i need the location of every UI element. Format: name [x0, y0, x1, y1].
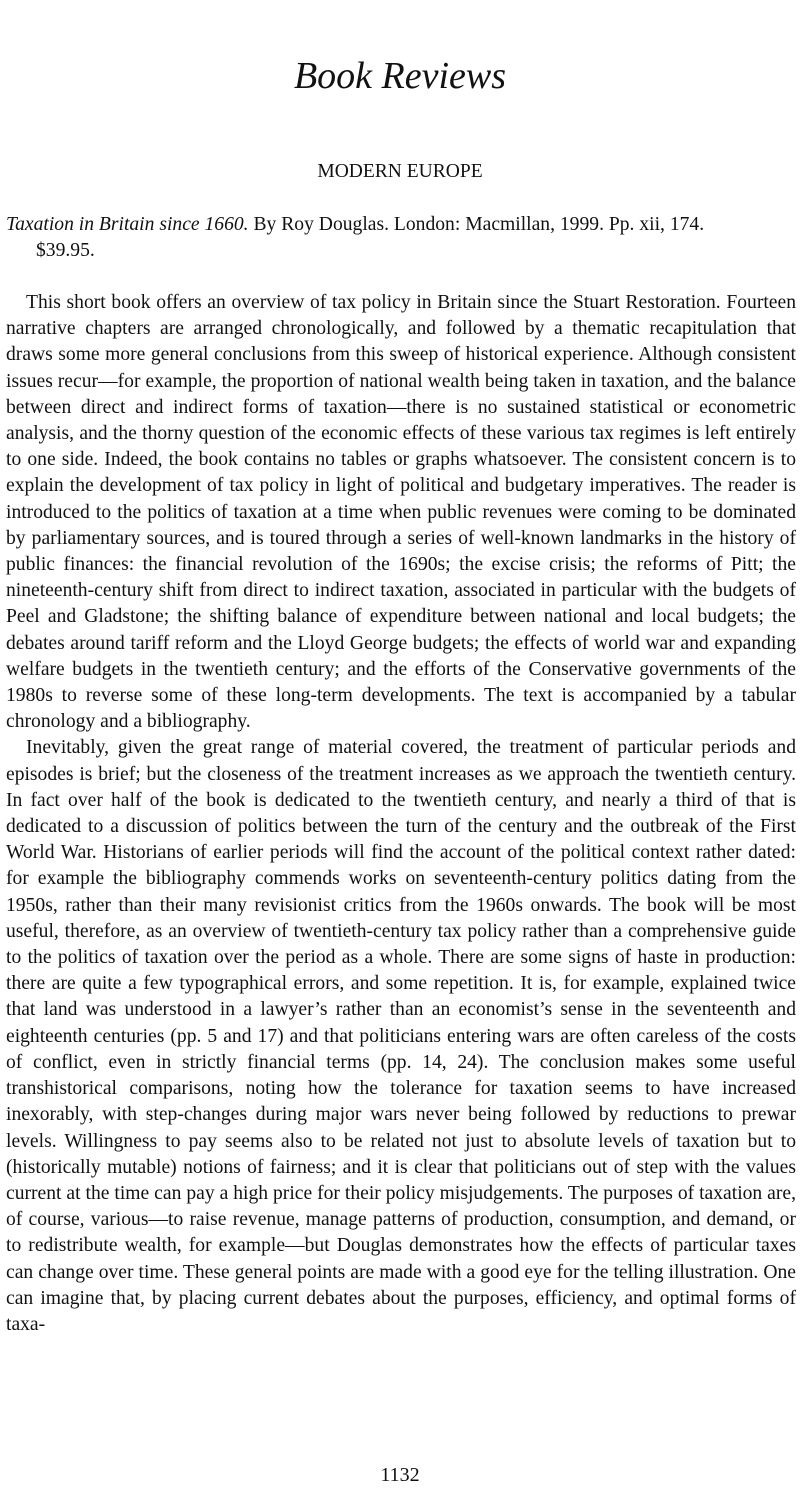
review-body — [6, 290, 796, 1338]
section-heading: MODERN EUROPE — [317, 161, 483, 182]
review-paragraph: Inevitably, given the great range of material covered, the treatment of particular periods and episodes is brief; but the closeness of the treatment increases as we approach the twentieth century. In fact over half of the book is dedicated to the twentieth century, and nearly a third of that is dedicated to a discussion of politics between the turn of the century and the outbreak of the First World War. Historians of earlier periods will find the account of the political context rather dated: for example the bibliography commends works on seventeenth-century politics dating from the 1950s, rather than their many revisionist critics from the 1960s onwards. The book will be most useful, therefore, as an overview of twentieth-century tax policy rather than a comprehensive guide to the politics of taxation over the period as a whole. There are some signs of haste in production: there are quite a few typographical errors, and some repetition. It is, for example, explained twice that land was understood in a lawyer’s rather than an economist’s sense in the seventeenth and eighteenth centuries (pp. 5 and 17) and that politicians entering wars are often careless of the costs of conflict, even in strictly financial terms (pp. 14, 24). The conclusion makes some useful transhistorical comparisons, noting how the tolerance for taxation seems to have increased inexorably, with step-changes during major wars never being followed by reductions to prewar levels. Willingness to pay seems also to be related not just to absolute levels of taxation but to (historically mutable) notions of fairness; and it is clear that politicians out of step with the values current at the time can pay a high price for their policy misjudgements. The purposes of taxation are, of course, various—to raise revenue, manage patterns of production, consumption, and demand, or to redistribute wealth, for example—but Douglas demonstrates how the effects of particular taxes can change over time. These general points are made with a good eye for the telling illustration. One can imagine that, by placing current debates about the purposes, efficiency, and optimal forms of taxa- — [6, 737, 796, 1335]
review-paragraph: This short book offers an overview of tax policy in Britain since the Stuart Restoration. Fourteen narrative chapters are arranged chronologically, and followed by a thematic recapitulation that draws some more general conclusions from this sweep of historical experience. Although consistent issues recur—for example, the proportion of national wealth being taken in taxation, and the balance between direct and indirect forms of taxation—there is no sustained statistical or econometric analysis, and the thorny question of the economic effects of these various tax regimes is left entirely to one side. Indeed, the book contains no tables or graphs whatsoever. The consistent concern is to explain the development of tax policy in light of political and budgetary imperatives. The reader is introduced to the politics of taxation at a time when public revenues were coming to be dominated by parliamentary sources, and is toured through a series of well-known landmarks in the history of public finances: the financial revolution of the 1690s; the excise crisis; the reforms of Pitt; the nineteenth-century shift from direct to indirect taxation, associated in particular with the budgets of Peel and Gladstone; the shifting balance of expenditure between national and local budgets; the debates around tariff reform and the Lloyd George budgets; the effects of world war and expanding welfare budgets in the twentieth century; and the efforts of the Conservative governments of the 1980s to reverse some of these long-term developments. The text is accompanied by a tabular chronology and a bibliography. — [6, 292, 796, 733]
citation-details: By Roy Douglas. London: Macmillan, 1999. Pp. xii, 174. — [248, 214, 705, 235]
book-citation — [6, 212, 796, 264]
book-title: Taxation in Britain since 1660. — [6, 214, 249, 235]
page-number: 1132 — [380, 1464, 420, 1486]
book-price: $39.95. — [36, 240, 95, 262]
page-title: Book Reviews — [293, 55, 507, 97]
